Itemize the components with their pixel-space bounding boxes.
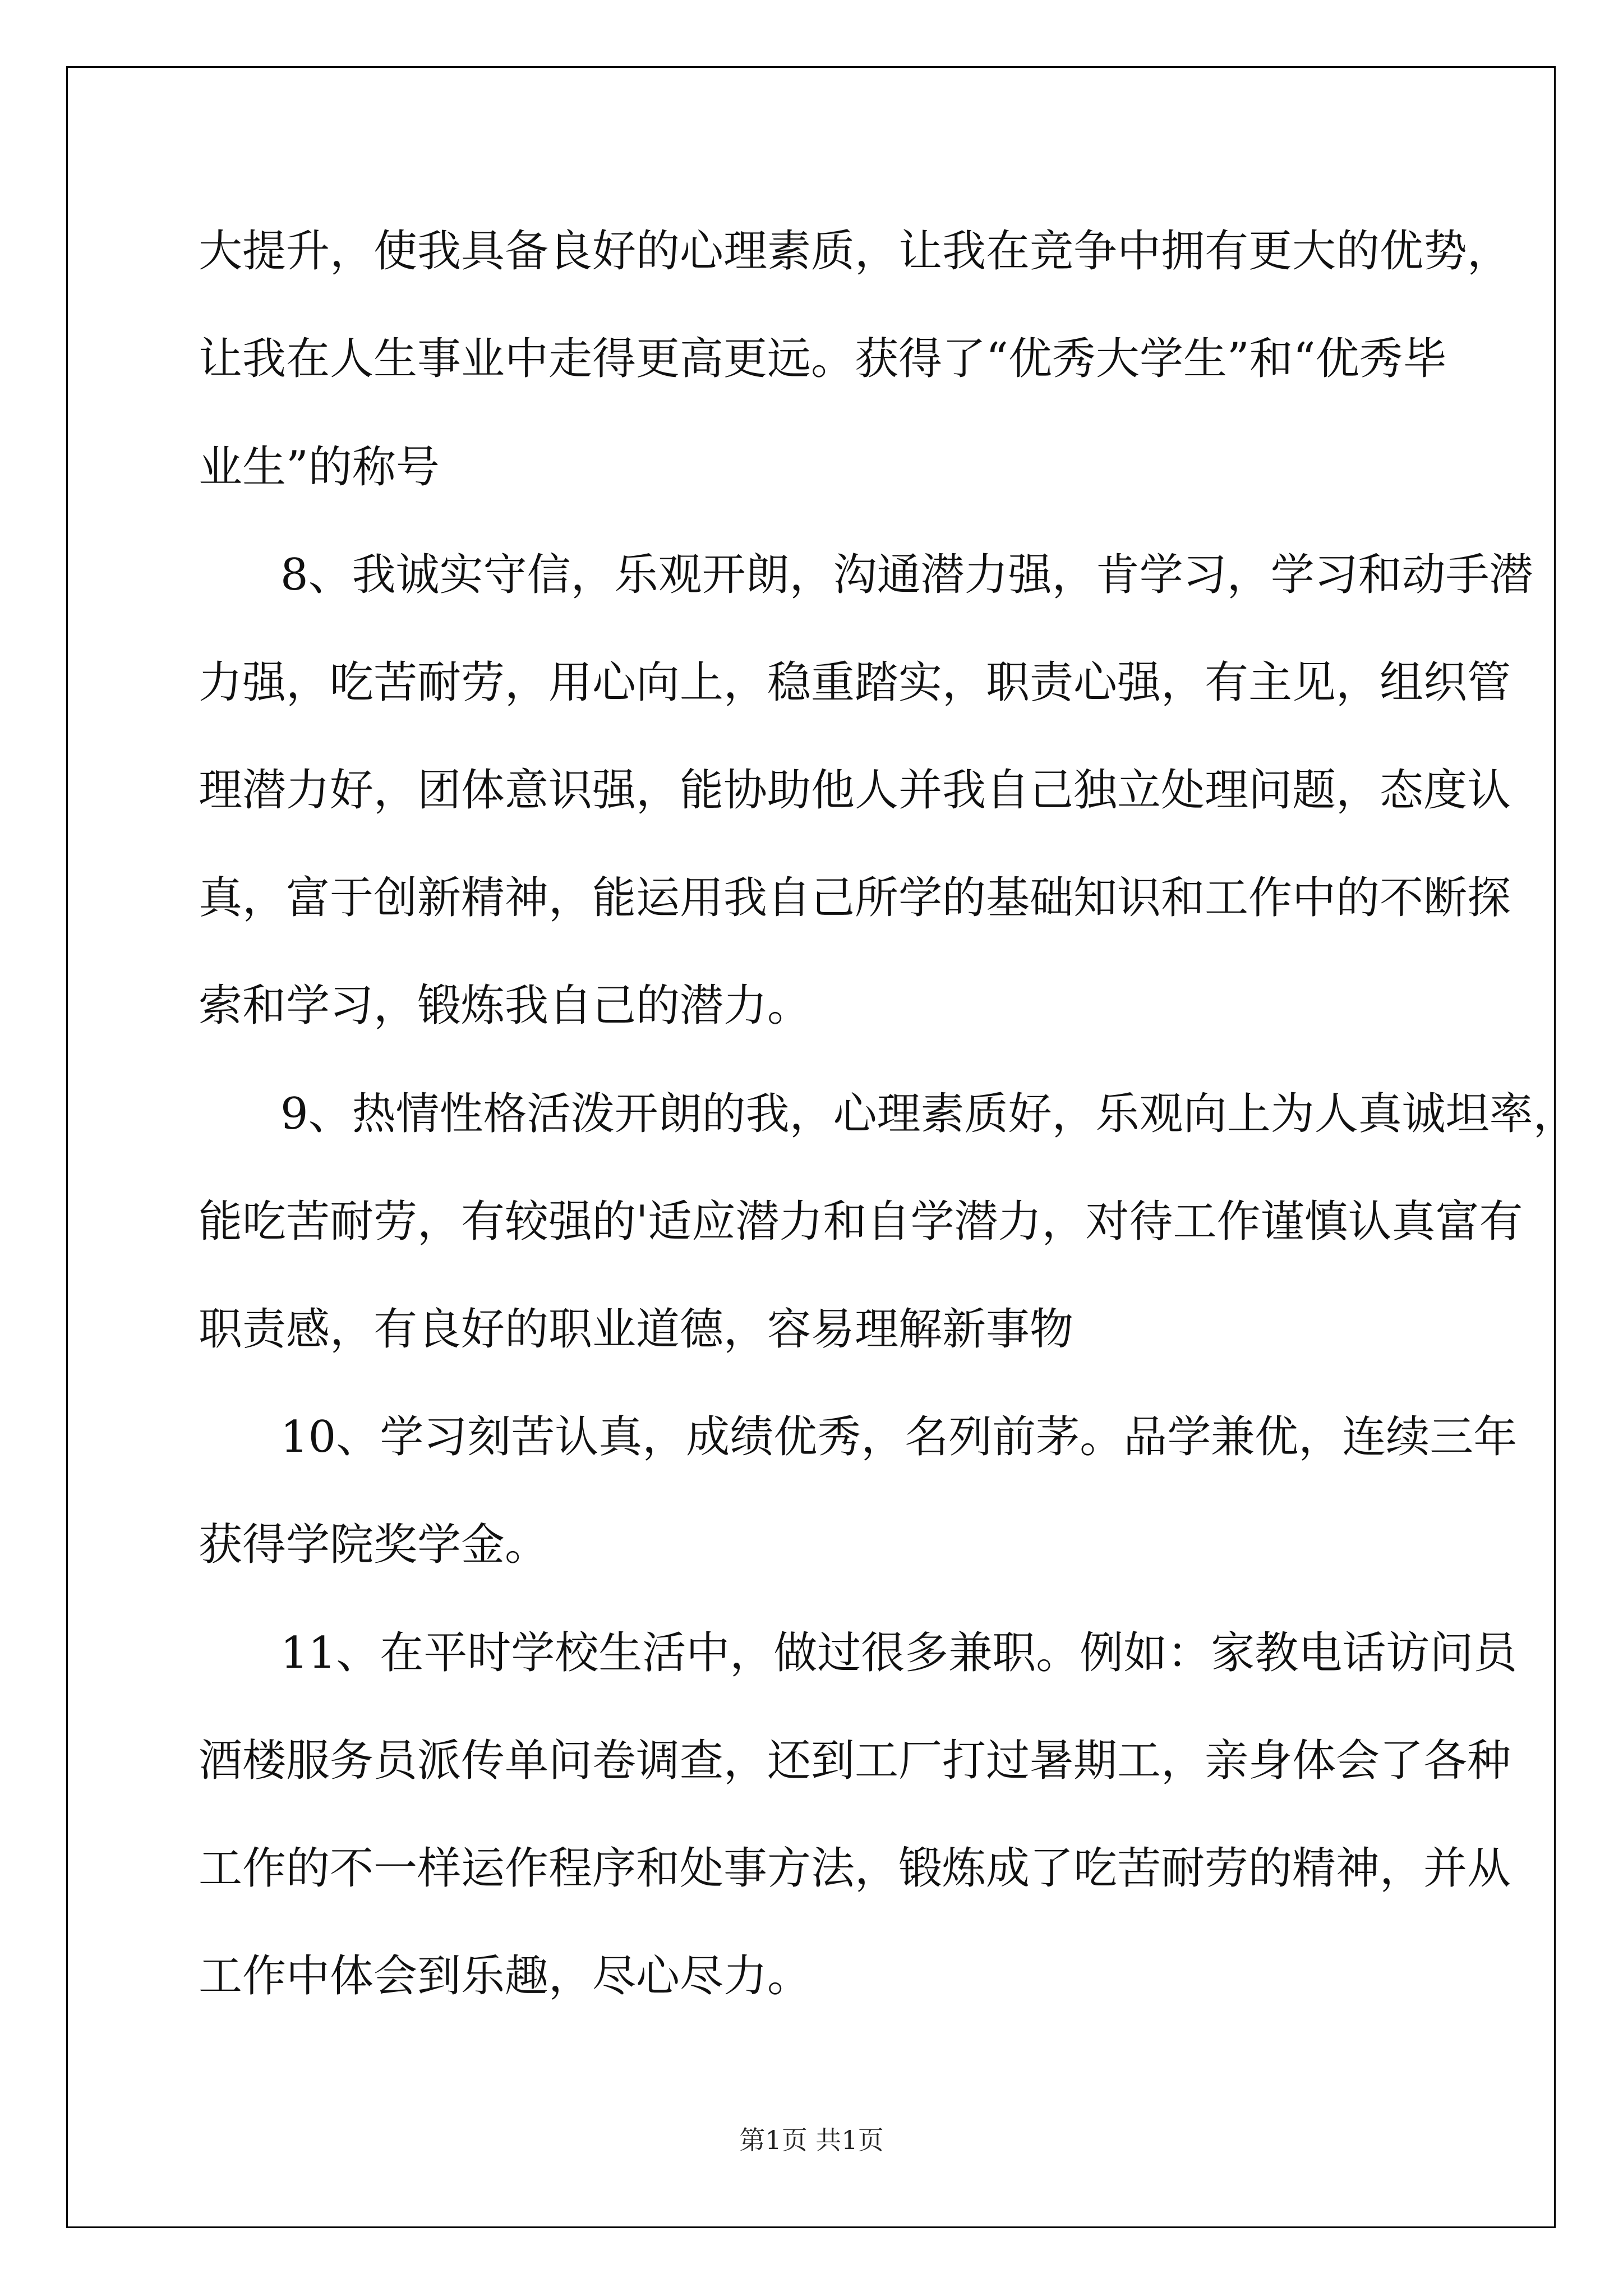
text-line: 索和学习，锻炼我自己的潜力。 (199, 981, 811, 1031)
page-number-footer: 第1页 共1页 (739, 2125, 884, 2155)
paragraph-8-start: 8、我诚实守信，乐观开朗，沟通潜力强，肯学习，学习和动手潜 (280, 550, 1533, 600)
paragraph-11-start: 11、在平时学校生活中，做过很多兼职。例如：家教电话访问员 (280, 1628, 1518, 1678)
text-line: 工作中体会到乐趣，尽心尽力。 (199, 1951, 811, 2001)
text-line: 大提升，使我具备良好的心理素质，让我在竞争中拥有更大的优势， (199, 226, 1511, 277)
paragraph-10-start: 10、学习刻苦认真，成绩优秀，名列前茅。品学兼优，连续三年 (280, 1412, 1518, 1462)
text-line: 酒楼服务员派传单问卷调查，还到工厂打过暑期工，亲身体会了各种 (199, 1736, 1511, 1786)
text-line: 力强，吃苦耐劳，用心向上，稳重踏实，职责心强，有主见，组织管 (199, 657, 1511, 708)
text-line: 能吃苦耐劳，有较强的'适应潜力和自学潜力，对待工作谨慎认真富有 (199, 1197, 1523, 1247)
paragraph-9-start: 9、热情性格活泼开朗的我，心理素质好，乐观向上为人真诚坦率， (280, 1089, 1577, 1139)
text-line: 让我在人生事业中走得更高更远。获得了“优秀大学生”和“优秀毕 (199, 334, 1447, 384)
page-border (66, 66, 1556, 2228)
text-line: 理潜力好，团体意识强，能协助他人并我自己独立处理问题，态度认 (199, 765, 1511, 816)
text-line: 职责感，有良好的职业道德，容易理解新事物 (199, 1304, 1074, 1355)
text-line: 业生”的称号 (199, 442, 440, 493)
text-line: 工作的不一样运作程序和处事方法，锻炼成了吃苦耐劳的精神，并从 (199, 1843, 1511, 1894)
text-line: 真，富于创新精神，能运用我自己所学的基础知识和工作中的不断探 (199, 873, 1511, 923)
text-line: 获得学院奖学金。 (199, 1520, 549, 1570)
